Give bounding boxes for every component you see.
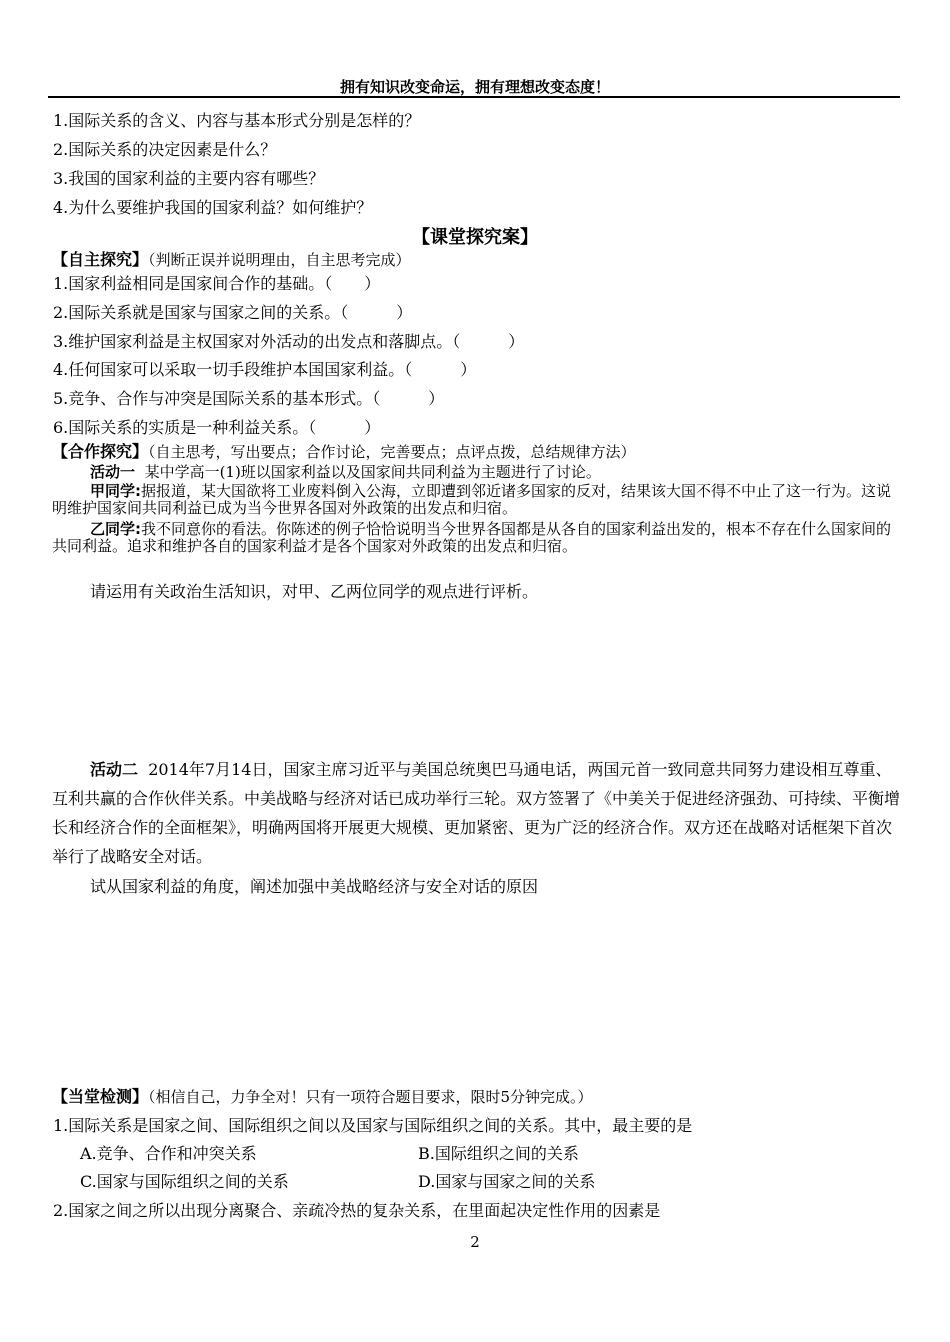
student-b-label: 乙同学: bbox=[90, 520, 141, 538]
student-b-text: 我不同意你的看法。你陈述的例子恰恰说明当今世界各国都是从各自的国家利益出发的，根本不存在什么国家间的共同利益。追求和维护各自的国家利益才是各个国家对外政策的出发点和归宿。 bbox=[52, 520, 892, 555]
quiz-question-2: 2.国家之间之所以出现分离聚合、亲疏冷热的复杂关系，在里面起决定性作用的因素是 bbox=[53, 1201, 661, 1220]
activity2-paragraph bbox=[52, 755, 902, 871]
quiz-label: 【当堂检测】 bbox=[52, 1087, 149, 1106]
self-study-item: 3.维护国家利益是主权国家对外活动的出发点和落脚点。（ ） bbox=[53, 332, 525, 351]
activity2-question: 试从国家利益的角度，阐述加强中美战略经济与安全对话的原因 bbox=[90, 877, 539, 896]
self-study-item: 2.国际关系就是国家与国家之间的关系。（ ） bbox=[53, 303, 413, 322]
coop-study-note: （自主思考，写出要点；合作讨论，完善要点；点评点拨，总结规律方法） bbox=[148, 443, 636, 461]
self-study-heading bbox=[52, 247, 411, 270]
quiz-option-d: D.国家与国家之间的关系 bbox=[418, 1172, 596, 1191]
student-a-label: 甲同学: bbox=[90, 482, 141, 500]
activity1-text: 某中学高一(1)班以国家利益以及国家间共同利益为主题进行了讨论。 bbox=[144, 463, 601, 481]
student-a-view bbox=[52, 483, 902, 517]
page-header: 拥有知识改变命运，拥有理想改变态度！ bbox=[339, 78, 610, 96]
activity1-label: 活动一 bbox=[90, 463, 136, 481]
coop-study-label: 【合作探究】 bbox=[52, 442, 149, 461]
student-a-text: 据报道，某大国欲将工业废料倒入公海，立即遭到邻近诸多国家的反对，结果该大国不得不中止了这一行为。这说明维护国家间共同利益已成为当今世界各国对外政策的出发点和归宿。 bbox=[52, 482, 892, 517]
coop-study-heading bbox=[52, 439, 636, 462]
preview-question: 1.国际关系的含义、内容与基本形式分别是怎样的？ bbox=[53, 111, 421, 130]
quiz-note: （相信自己，力争全对！只有一项符合题目要求，限时5分钟完成。） bbox=[148, 1088, 593, 1106]
quiz-option-a: A.竞争、合作和冲突关系 bbox=[80, 1144, 257, 1163]
preview-question: 4.为什么要维护我国的国家利益？如何维护？ bbox=[53, 198, 373, 217]
self-study-item: 4.任何国家可以采取一切手段维护本国国家利益。（ ） bbox=[53, 360, 477, 379]
self-study-note: （判断正误并说明理由，自主思考完成） bbox=[148, 251, 411, 269]
activity2-label: 活动二 bbox=[90, 760, 139, 779]
quiz-heading bbox=[52, 1084, 593, 1107]
self-study-item: 1.国家利益相同是国家间合作的基础。（ ） bbox=[53, 274, 381, 293]
quiz-option-b: B.国际组织之间的关系 bbox=[418, 1144, 579, 1163]
self-study-item: 6.国际关系的实质是一种利益关系。（ ） bbox=[53, 418, 381, 437]
quiz-option-c: C.国家与国际组织之间的关系 bbox=[80, 1172, 289, 1191]
page-number: 2 bbox=[470, 1233, 480, 1251]
self-study-label: 【自主探究】 bbox=[52, 250, 149, 269]
activity2-text: 2014年7月14日，国家主席习近平与美国总统奥巴马通电话，两国元首一致同意共同努力建设相互尊重、互利共赢的合作伙伴关系。中美战略与经济对话已成功举行三轮。双方签署了《中美关于促进经济强劲、可持续、平衡增长和经济合作的全面框架》，明确两国将开展更大规模、更加紧密、更为广泛的经济合作。双方还在战略对话框架下首次举行了战略安全对话。 bbox=[52, 760, 901, 866]
student-b-view bbox=[52, 521, 902, 555]
quiz-question-1: 1.国际关系是国家之间、国际组织之间以及国家与国际组织之间的关系。其中，最主要的是 bbox=[53, 1116, 693, 1135]
activity1-intro bbox=[90, 461, 601, 482]
activity1-question: 请运用有关政治生活知识，对甲、乙两位同学的观点进行评析。 bbox=[90, 582, 539, 601]
section-title: 【课堂探究案】 bbox=[412, 227, 538, 248]
header-rule bbox=[48, 96, 900, 98]
self-study-item: 5.竞争、合作与冲突是国际关系的基本形式。（ ） bbox=[53, 389, 445, 408]
preview-question: 3.我国的国家利益的主要内容有哪些？ bbox=[53, 169, 325, 188]
preview-question: 2.国际关系的决定因素是什么？ bbox=[53, 140, 277, 159]
